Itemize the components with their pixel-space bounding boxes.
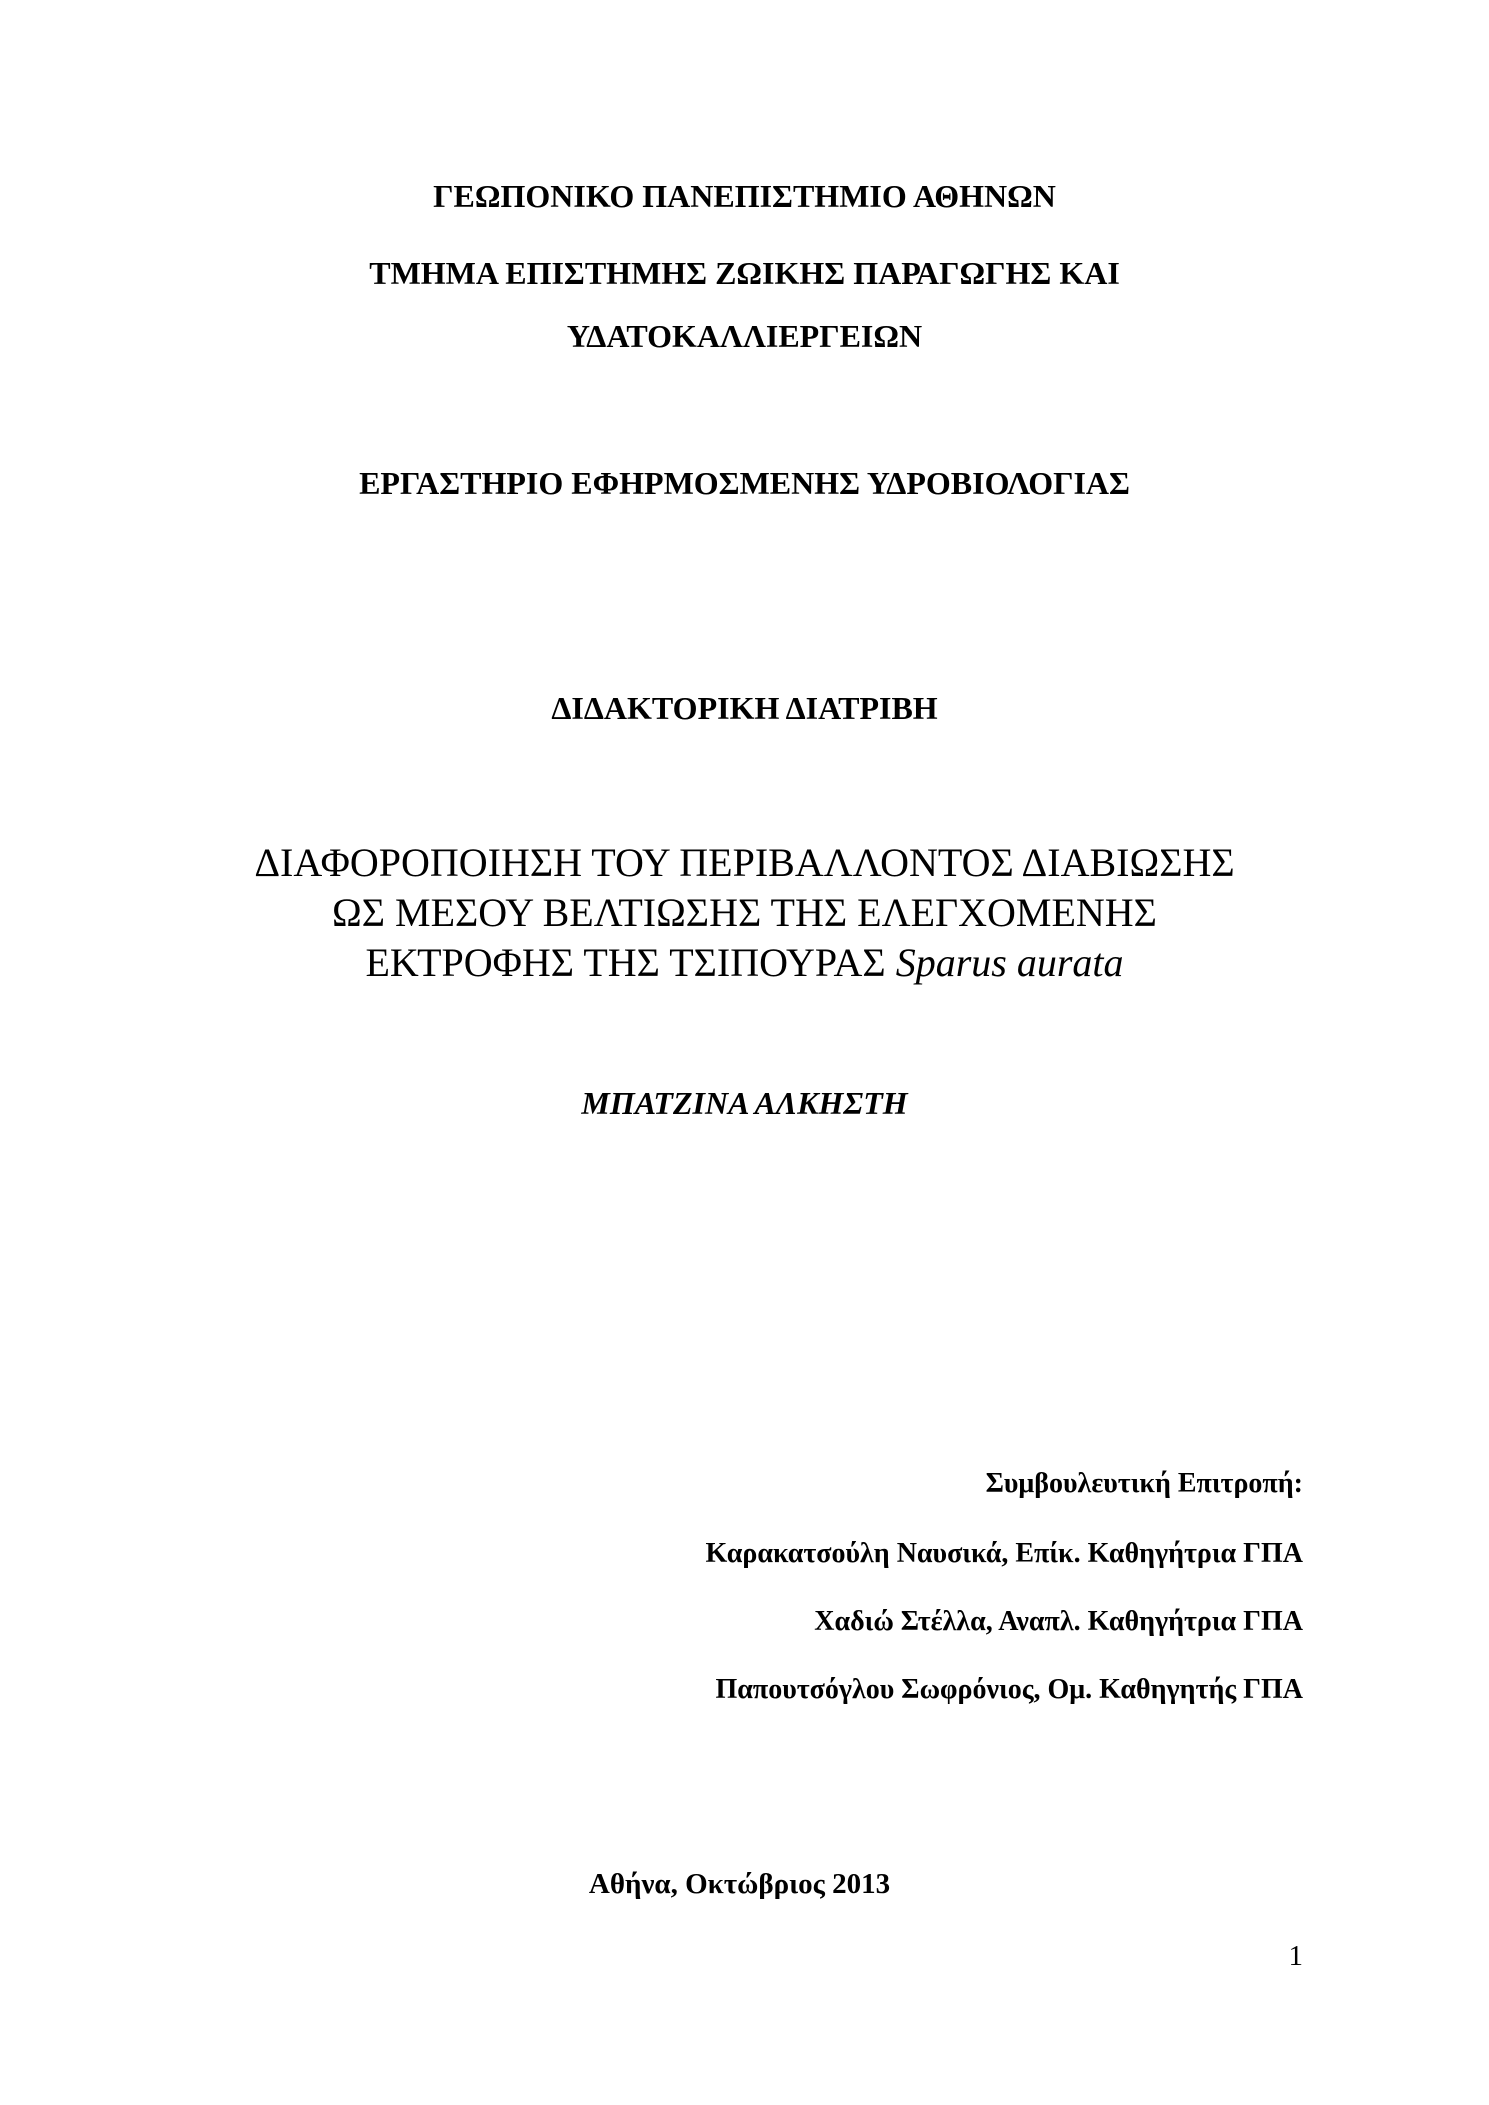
title-line-1: ΔΙΑΦΟΡΟΠΟΙΗΣΗ ΤΟΥ ΠΕΡΙΒΑΛΛΟΝΤΟΣ ΔΙΑΒΙΩΣΗΣ [254,840,1235,885]
document-type: ΔΙΔΑΚΤΟΡΙΚΗ ΔΙΑΤΡΙΒΗ [551,690,938,726]
committee-member: Παπουτσόγλου Σωφρόνιος, Ομ. Καθηγητής ΓΠΑ [715,1674,1303,1705]
title-line-3 [0,940,1489,986]
title-line-3-prefix: ΕΚΤΡΟΦΗΣ ΤΗΣ ΤΣΙΠΟΥΡΑΣ [365,940,896,985]
species-name: Sparus aurata [895,940,1124,985]
title-line-2: ΩΣ ΜΕΣΟΥ ΒΕΛΤΙΩΣΗΣ ΤΗΣ ΕΛΕΓΧΟΜΕΝΗΣ [332,890,1157,935]
page-number: 1 [1288,1940,1303,1972]
department-line-2: ΥΔΑΤΟΚΑΛΛΙΕΡΓΕΙΩΝ [566,318,923,354]
university-name: ΓΕΩΠΟΝΙΚΟ ΠΑΝΕΠΙΣΤΗΜΙΟ ΑΘΗΝΩΝ [433,178,1056,214]
committee-heading: Συμβουλευτική Επιτροπή: [985,1468,1303,1499]
department-line-1: ΤΜΗΜΑ ΕΠΙΣΤΗΜΗΣ ΖΩΙΚΗΣ ΠΑΡΑΓΩΓΗΣ ΚΑΙ [369,255,1120,291]
author-name: ΜΠΑΤΖΙΝΑ ΑΛΚΗΣΤΗ [581,1085,908,1121]
place-date: Αθήνα, Οκτώβριος 2013 [588,1868,891,1900]
laboratory-name: ΕΡΓΑΣΤΗΡΙΟ ΕΦΗΡΜΟΣΜΕΝΗΣ ΥΔΡΟΒΙΟΛΟΓΙΑΣ [359,465,1130,501]
committee-member: Χαδιώ Στέλλα, Αναπλ. Καθηγήτρια ΓΠΑ [814,1606,1303,1637]
committee-member: Καρακατσούλη Ναυσικά, Επίκ. Καθηγήτρια ΓΠΑ [705,1538,1303,1569]
